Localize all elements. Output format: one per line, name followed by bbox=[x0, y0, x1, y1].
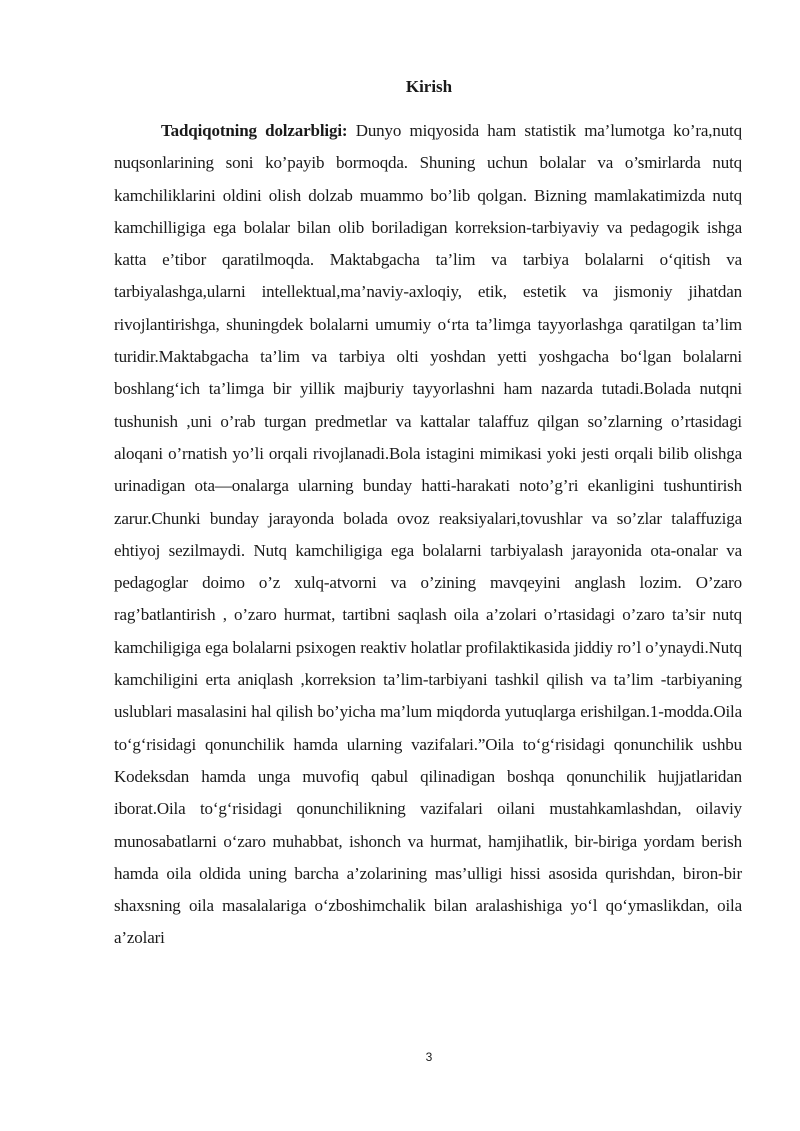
body-paragraph bbox=[114, 115, 742, 955]
paragraph-lead: Tadqiqotning dolzarbligi: bbox=[161, 121, 348, 140]
paragraph-text: Dunyo miqyosida ham statistik ma’lumotga ko’ra,nutq nuqsonlarining soni ko’payib bormoqda. Shuning uchun bolalar va o’smirlarda nutq kamchiliklarini oldini olish dolzab muammo bo’lib qolgan. Bizning mamlakatimizda nutq kamchilligiga ega bolalar bilan olib boriladigan korreksion-tarbiyaviy va pedagogik ishga katta e’tibor qaratilmoqda. Maktabgacha ta’lim va tarbiya bolalarni o‘qitish va tarbiyalashga,ularni intellektual,ma’naviy-axloqiy, etik, estetik va jismoniy jihatdan rivojlantirishga, shuningdek bolalarni umumiy o‘rta ta’limga tayyorlashga qaratilgan ta’lim turidir.Maktabgacha ta’lim va tarbiya olti yoshdan yetti yoshgacha bo‘lgan bolalarni boshlang‘ich ta’limga bir yillik majburiy tayyorlashni ham nazarda tutadi.Bolada nutqni tushunish ,uni o’rab turgan predmetlar va kattalar talaffuz qilgan so’zlarning o’rtasidagi aloqani o’rnatish yo’li orqali rivojlanadi.Bola istagini mimikasi yoki jesti orqali bilib olishga urinadigan ota—onalarga ularning bunday hatti-harakati noto’g’ri ekanligini tushuntirish zarur.Chunki bunday jarayonda bolada ovoz reaksiyalari,tovushlar va so’zlar talaffuziga ehtiyoj sezilmaydi. Nutq kamchiligiga ega bolalarni tarbiyalash jarayonida ota-onalar va pedagoglar doimo o’z xulq-atvorni va o’zining mavqeyini anglash lozim. O’zaro rag’batlantirish , o’zaro hurmat, tartibni saqlash oila a’zolari o’rtasidagi o’zaro ta’sir nutq kamchiligiga ega bolalarni psixogen reaktiv holatlar profilaktikasida jiddiy ro’l o’ynaydi.Nutq kamchiligini erta aniqlash ,korreksion ta’lim-tarbiyani tashkil qilish va ta’lim -tarbiyaning uslublari masalasini hal qilish bo’yicha ma’lum miqdorda yutuqlarga erishilgan.1-modda.Oila to‘g‘risidagi qonunchilik hamda ularning vazifalari.”Oila to‘g‘risidagi qonunchilik ushbu Kodeksdan hamda unga muvofiq qabul qilinadigan boshqa qonunchilik hujjatlaridan iborat.Oila to‘g‘risidagi qonunchilikning vazifalari oilani mustahkamlashdan, oilaviy munosabatlarni o‘zaro muhabbat, ishonch va hurmat, hamjihatlik, bir-biriga yordam berish hamda oila oldida uning barcha a’zolarining mas’ulligi hissi asosida qurishdan, biron-bir shaxsning oila masalalariga o‘zboshimchalik bilan aralashishiga yo‘l qo‘ymaslikdan, oila a’zolari bbox=[114, 121, 742, 948]
section-title: Kirish bbox=[405, 77, 453, 96]
page-number: 3 bbox=[425, 1050, 433, 1064]
